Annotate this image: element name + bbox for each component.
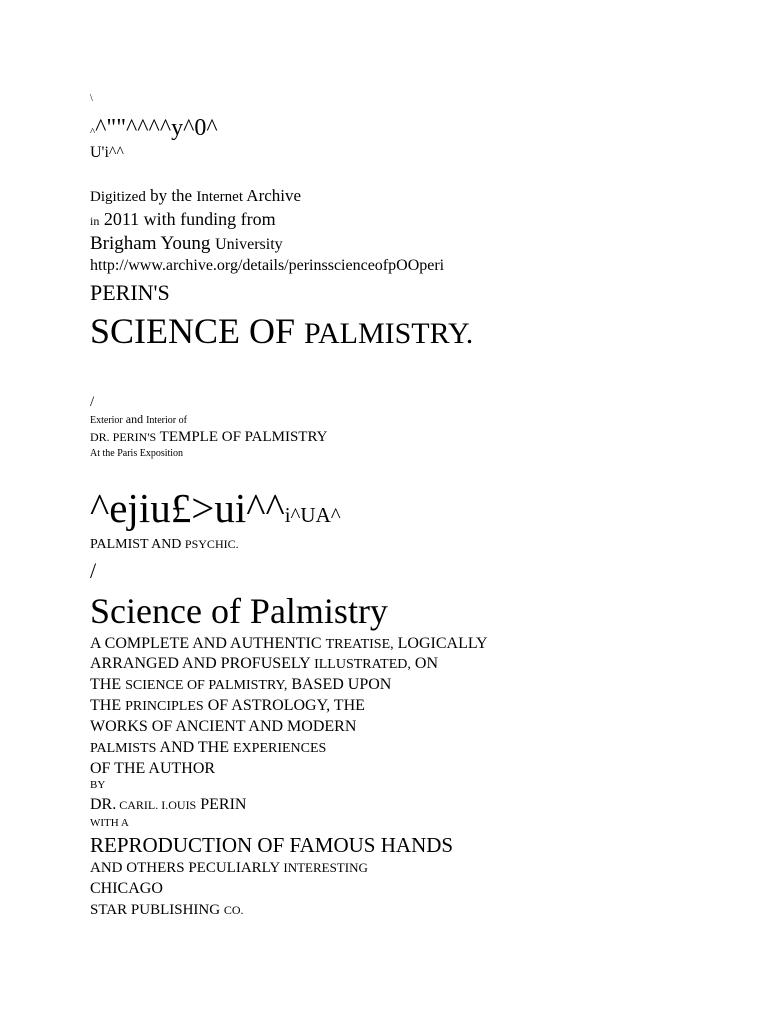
author-title: DR. (90, 796, 117, 813)
frontispiece-caption-1 (90, 413, 187, 426)
author-surname: PERIN (196, 796, 247, 813)
description-fragment: A COMPLETE AND AUTHENTIC (90, 635, 326, 652)
reproduction-heading: REPRODUCTION OF FAMOUS HANDS (90, 833, 454, 857)
archive-url: http://www.archive.org/details/perinsscienceofpOOperi (90, 257, 445, 274)
garbled-line-2: U'i^^ (90, 144, 124, 161)
description-fragment: PALMISTS (90, 741, 157, 756)
author-signature (90, 485, 341, 531)
description-fragment: BASED UPON (287, 676, 392, 693)
digitized-year-funding: 2011 with funding from (99, 209, 276, 229)
description-fragment: ARRANGED AND PROFUSELY (90, 655, 315, 672)
with-a-label: WITH A (90, 817, 129, 829)
others-line (90, 861, 368, 876)
description-fragment: PRINCIPLES (125, 699, 204, 714)
digitized-archive: Archive (243, 186, 302, 205)
frontispiece-slash: / (90, 394, 95, 410)
main-title (90, 313, 473, 349)
caption-temple: TEMPLE OF PALMISTRY (156, 429, 328, 445)
description-fragment: TREATISE, (325, 637, 394, 652)
description-fragment: WORKS (90, 718, 148, 735)
description-fragment: AND THE (156, 739, 233, 756)
garbled-text: ^""^^^^y^0^ (95, 115, 218, 141)
description-line-1 (90, 636, 488, 652)
digitized-line-3 (90, 234, 283, 253)
description-fragment: OF ANCIENT AND MODERN (147, 718, 357, 735)
role-and: AND (148, 537, 185, 552)
main-title-part-2: PALMISTRY. (304, 317, 474, 350)
description-fragment: ON (410, 655, 438, 672)
description-fragment: THE (90, 697, 126, 714)
role-psychic: PSYCHIC. (184, 537, 239, 551)
author-name (90, 797, 246, 813)
author-given-names: CARIL. I.OUIS (116, 798, 197, 812)
description-fragment: OF ASTROLOGY, THE (203, 697, 365, 714)
description-line-3 (90, 677, 391, 693)
description-fragment: LOGICALLY (393, 635, 488, 652)
caption-exterior: Exterior (90, 415, 123, 426)
description-line-7 (90, 761, 215, 777)
digitized-university: University (215, 236, 283, 253)
others-text: AND OTHERS PECULIARLY (90, 860, 284, 876)
publisher-co: CO. (223, 903, 244, 917)
description-line-6 (90, 740, 326, 756)
digitized-word: Digitized (90, 189, 146, 205)
author-role (90, 538, 239, 552)
digitized-line-2 (90, 210, 276, 228)
caption-dr-perins: DR. PERIN'S (90, 430, 157, 444)
book-title: Science of Palmistry (90, 591, 388, 631)
frontispiece-caption-2 (90, 430, 327, 445)
caption-interior: Interior of (146, 415, 187, 426)
digitized-by-the: by the (145, 186, 197, 205)
publisher-star: STAR PUBLISHING (90, 902, 224, 918)
frontispiece-caption-3: At the Paris Exposition (90, 448, 184, 459)
others-interesting: INTERESTING (283, 860, 368, 875)
digitized-line-1 (90, 187, 301, 205)
digitized-brigham-young: Brigham Young (90, 233, 216, 254)
description-fragment: THE (90, 676, 126, 693)
description-line-4 (90, 698, 365, 714)
digitized-internet: Internet (196, 189, 243, 205)
section-slash: / (90, 558, 97, 583)
stray-mark: \ (90, 93, 93, 104)
role-palmist: PALMIST (90, 537, 149, 552)
description-fragment: ILLUSTRATED, (314, 657, 411, 672)
owner-heading: PERIN'S (90, 280, 170, 305)
description-fragment: EXPERIENCES (233, 741, 327, 756)
description-fragment: OF THE AUTHOR (90, 760, 216, 777)
signature-main: ^ejiu£>ui^^ (90, 485, 285, 531)
garbled-caret: ^ (90, 126, 96, 138)
by-label: BY (90, 779, 106, 791)
caption-and: and (122, 412, 147, 426)
garbled-line-1 (90, 116, 218, 140)
description-fragment: SCIENCE OF PALMISTRY, (125, 678, 288, 693)
publisher-name (90, 903, 244, 918)
digitized-in: in (90, 214, 100, 228)
publisher-city: CHICAGO (90, 880, 163, 897)
description-line-5 (90, 719, 356, 735)
signature-tail: i^UA^ (284, 503, 341, 527)
main-title-part-1: SCIENCE OF (90, 311, 305, 351)
description-line-2 (90, 656, 438, 672)
